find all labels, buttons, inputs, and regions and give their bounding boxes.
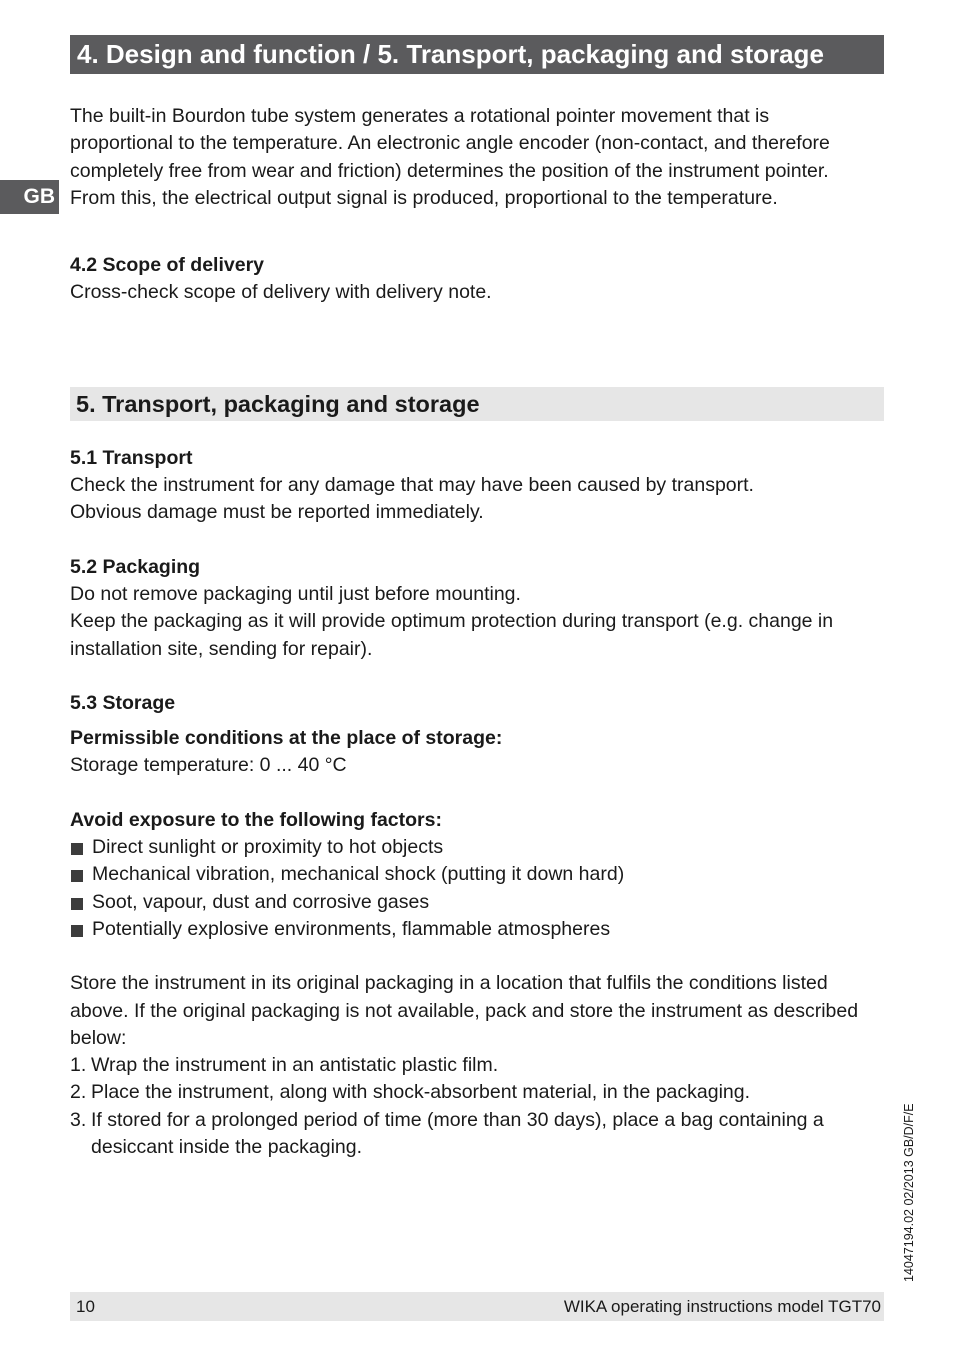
- text-line: Wrap the instrument in an antistatic plastic film.: [91, 1054, 499, 1077]
- storage-steps: [70, 1052, 886, 1161]
- packaging-heading: 5.2 Packaging: [70, 555, 201, 578]
- step-number: 1.: [70, 1054, 87, 1077]
- list-item: [70, 1107, 886, 1162]
- list-item: Direct sunlight or proximity to hot objects: [70, 834, 886, 861]
- step-number: 2.: [70, 1081, 87, 1104]
- avoid-heading: Avoid exposure to the following factors:: [70, 808, 442, 831]
- text-line: completely free from wear and friction) determines the position of the instrument pointer.: [70, 159, 829, 182]
- text-line: If stored for a prolonged period of time (more than 30 days), place a bag containing a: [91, 1108, 824, 1131]
- avoid-list: [70, 834, 886, 943]
- text-line: installation site, sending for repair).: [70, 637, 373, 660]
- text-line: below:: [70, 1026, 127, 1049]
- transport-heading: 5.1 Transport: [70, 446, 193, 469]
- text-line: Place the instrument, along with shock-absorbent material, in the packaging.: [91, 1081, 751, 1104]
- storage-conditions-heading: Permissible conditions at the place of storage:: [70, 727, 503, 750]
- text-line: Store the instrument in its original packaging in a location that fulfils the conditions listed: [70, 972, 828, 995]
- text-line: Obvious damage must be reported immediately.: [70, 501, 484, 524]
- page-number: 10: [76, 1297, 95, 1316]
- intro-paragraph: [70, 103, 886, 212]
- storage-temperature: Storage temperature: 0 ... 40 °C: [70, 754, 347, 777]
- storage-heading: 5.3 Storage: [70, 691, 176, 714]
- text-line: Do not remove packaging until just before mounting.: [70, 582, 521, 605]
- page-title: 4. Design and function / 5. Transport, packaging and storage: [70, 35, 884, 74]
- list-item: Potentially explosive environments, flammable atmospheres: [70, 916, 886, 943]
- text-line: proportional to the temperature. An electronic angle encoder (non-contact, and therefore: [70, 132, 830, 155]
- list-item: Mechanical vibration, mechanical shock (putting it down hard): [70, 861, 886, 888]
- page-footer: [70, 1292, 884, 1321]
- text-line: above. If the original packaging is not available, pack and store the instrument as described: [70, 999, 859, 1022]
- list-item: [70, 1052, 886, 1079]
- text-line: Keep the packaging as it will provide optimum protection during transport (e.g. change in: [70, 610, 834, 633]
- document-body: [70, 103, 886, 1161]
- language-tab: GB: [0, 180, 59, 214]
- scope-heading: 4.2 Scope of delivery: [70, 254, 265, 277]
- footer-doc-title: WIKA operating instructions model TGT70: [563, 1297, 881, 1316]
- text-line: The built-in Bourdon tube system generates a rotational pointer movement that is: [70, 105, 770, 127]
- scope-text: Cross-check scope of delivery with delivery note.: [70, 281, 492, 304]
- step-number: 3.: [70, 1108, 87, 1131]
- text-line: desiccant inside the packaging.: [91, 1136, 363, 1159]
- list-item: [70, 1079, 886, 1106]
- document-code: 14047194.02 02/2013 GB/D/F/E: [902, 1103, 916, 1282]
- section-5-title: 5. Transport, packaging and storage: [70, 387, 884, 421]
- list-item: Soot, vapour, dust and corrosive gases: [70, 889, 886, 916]
- text-line: From this, the electrical output signal is produced, proportional to the temperature.: [70, 186, 778, 209]
- store-paragraph: [70, 970, 886, 1052]
- text-line: Check the instrument for any damage that may have been caused by transport.: [70, 474, 754, 497]
